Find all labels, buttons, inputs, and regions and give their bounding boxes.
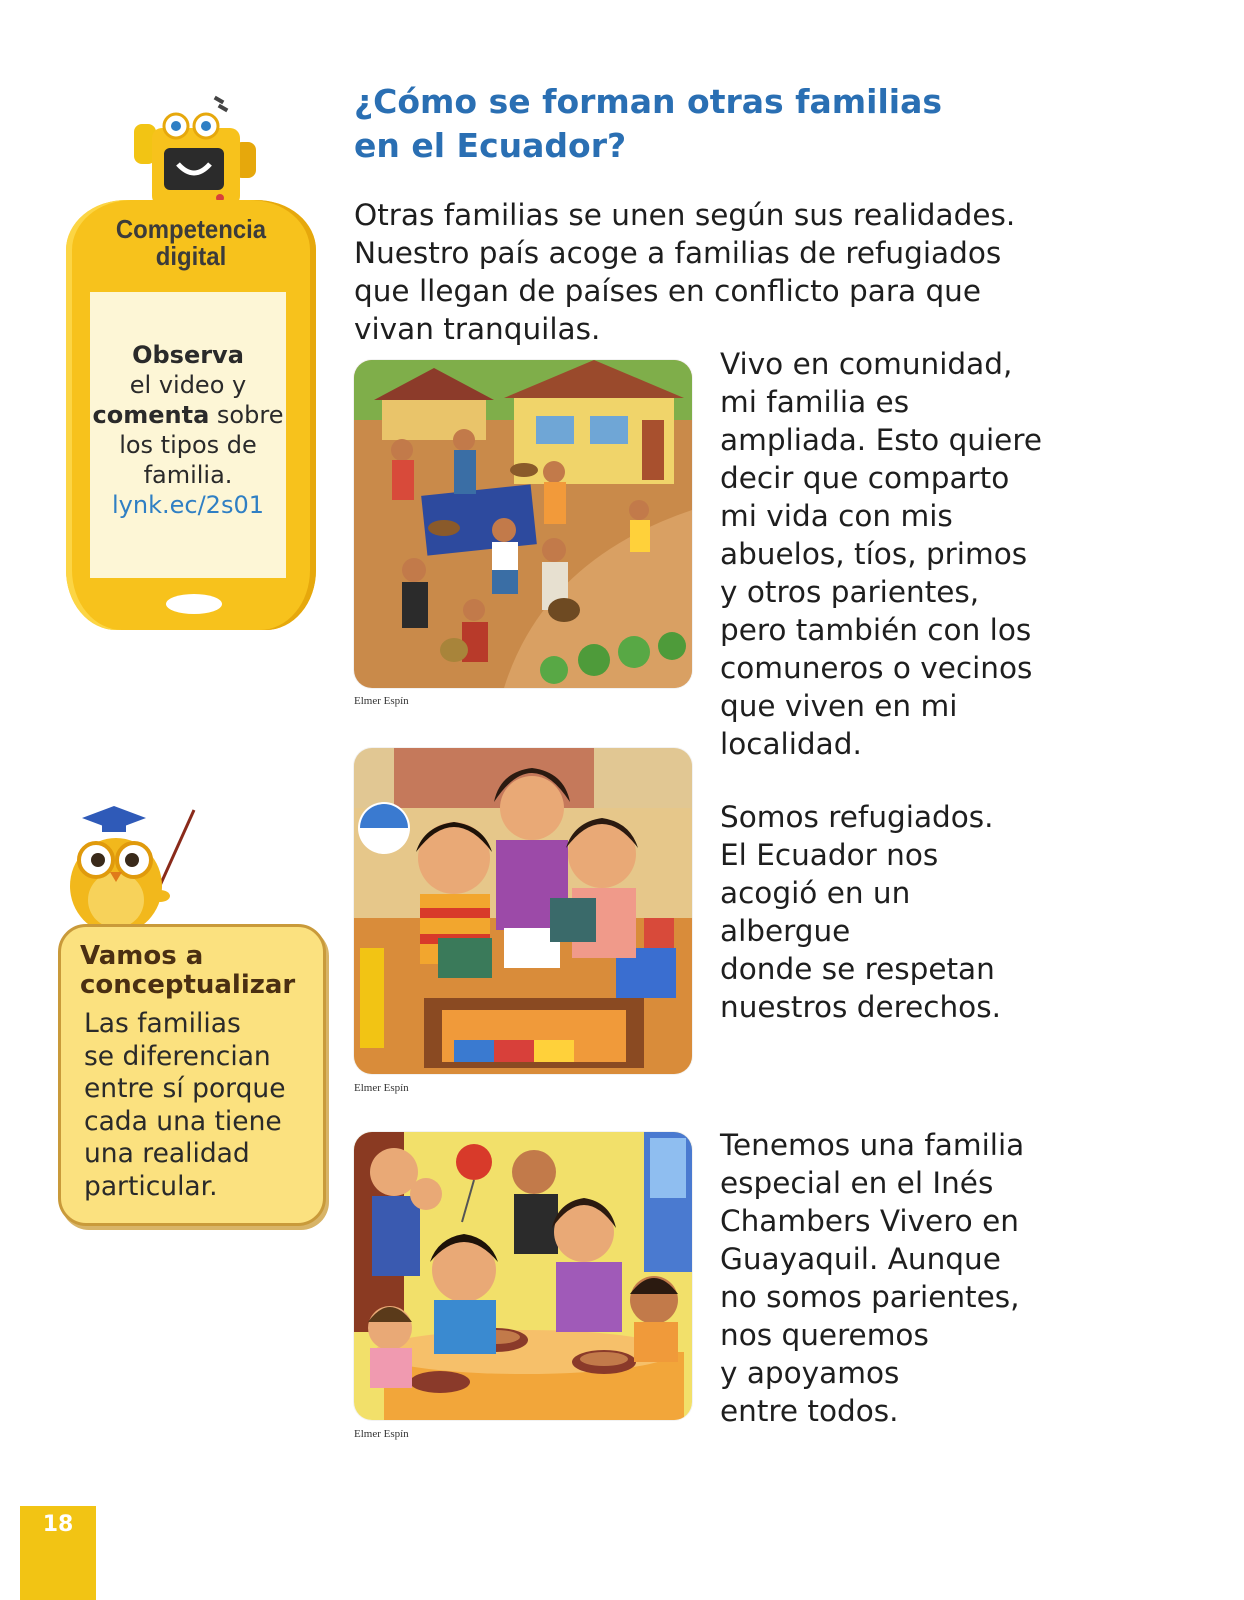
intro-line: Nuestro país acoge a familias de refugiados <box>354 236 1002 270</box>
conceptualizar-title-line: Vamos a <box>80 941 204 971</box>
story-line: El Ecuador nos <box>720 838 939 872</box>
video-link[interactable]: lynk.ec/2s01 <box>112 491 264 519</box>
instruction-line: el video y <box>129 371 247 399</box>
concept-line: particular. <box>84 1170 218 1202</box>
conceptualizar-title <box>80 942 330 1000</box>
story-line: localidad. <box>720 727 862 761</box>
robot-mascot-icon <box>130 92 260 212</box>
story-line: albergue <box>720 914 851 948</box>
conceptualizar-text <box>84 1008 314 1203</box>
story-line: que viven en mi <box>720 689 958 723</box>
competencia-title-line: digital <box>155 241 227 271</box>
page-title-line-2: en el Ecuador? <box>354 126 627 165</box>
concept-line: Las familias <box>84 1008 241 1039</box>
story-line: pero también con los <box>720 613 1032 647</box>
competencia-instructions <box>90 340 286 520</box>
story-line: mi vida con mis <box>720 499 953 533</box>
story-line: Tenemos una familia <box>720 1128 1025 1162</box>
intro-line: Otras familias se unen según sus realidades. <box>354 198 1016 232</box>
story-line: especial en el Inés <box>720 1166 994 1200</box>
story-line: acogió en un <box>720 876 911 910</box>
concept-line: una realidad <box>84 1138 250 1169</box>
intro-line: vivan tranquilas. <box>354 312 601 346</box>
comenta-label: comenta <box>92 401 210 429</box>
refugee-shelter-illustration <box>354 748 692 1074</box>
story-text-refugees <box>720 798 1001 1026</box>
story-line: Somos refugiados. <box>720 800 994 834</box>
concept-line: cada una tiene <box>84 1105 282 1137</box>
story-line: no somos parientes, <box>720 1280 1020 1314</box>
intro-paragraph <box>354 196 1054 348</box>
page-number: 18 <box>42 1512 74 1537</box>
image-credit: Elmer Espín <box>354 1428 409 1440</box>
competencia-title-line: Competencia <box>115 214 267 244</box>
story-text-community <box>720 345 1042 763</box>
story-line: donde se respetan <box>720 952 995 986</box>
page-title-line-1: ¿Cómo se forman otras familias <box>354 82 943 121</box>
image-credit: Elmer Espín <box>354 1082 409 1094</box>
story-line: abuelos, tíos, primos <box>720 537 1028 571</box>
story-line: Guayaquil. Aunque <box>720 1242 1001 1276</box>
story-line: comuneros o vecinos <box>720 651 1033 685</box>
story-line: nos queremos <box>720 1318 929 1352</box>
page-title <box>354 80 1054 168</box>
special-family-illustration <box>354 1132 692 1420</box>
competencia-digital-title <box>76 216 306 270</box>
story-line: mi familia es <box>720 385 910 419</box>
intro-line: que llegan de países en conflicto para que <box>354 274 982 308</box>
story-line: y apoyamos <box>720 1356 900 1390</box>
story-line: Chambers Vivero en <box>720 1204 1019 1238</box>
conceptualizar-title-line: conceptualizar <box>80 970 296 1000</box>
story-line: ampliada. Esto quiere <box>720 423 1042 457</box>
community-illustration <box>354 360 692 688</box>
story-line: Vivo en comunidad, <box>720 347 1013 381</box>
story-line: y otros parientes, <box>720 575 980 609</box>
concept-line: entre sí porque <box>84 1073 286 1104</box>
story-line: entre todos. <box>720 1394 899 1428</box>
story-line: decir que comparto <box>720 461 1010 495</box>
concept-line: se diferencian <box>84 1040 271 1072</box>
owl-teacher-icon <box>62 800 202 936</box>
instruction-line: sobre <box>209 401 284 429</box>
story-text-special-family <box>720 1126 1024 1430</box>
instruction-line: los tipos de <box>119 431 257 459</box>
observa-label: Observa <box>132 341 244 369</box>
instruction-line: familia. <box>143 461 233 489</box>
tablet-home-button <box>166 594 222 614</box>
story-line: nuestros derechos. <box>720 990 1001 1024</box>
image-credit: Elmer Espín <box>354 695 409 707</box>
